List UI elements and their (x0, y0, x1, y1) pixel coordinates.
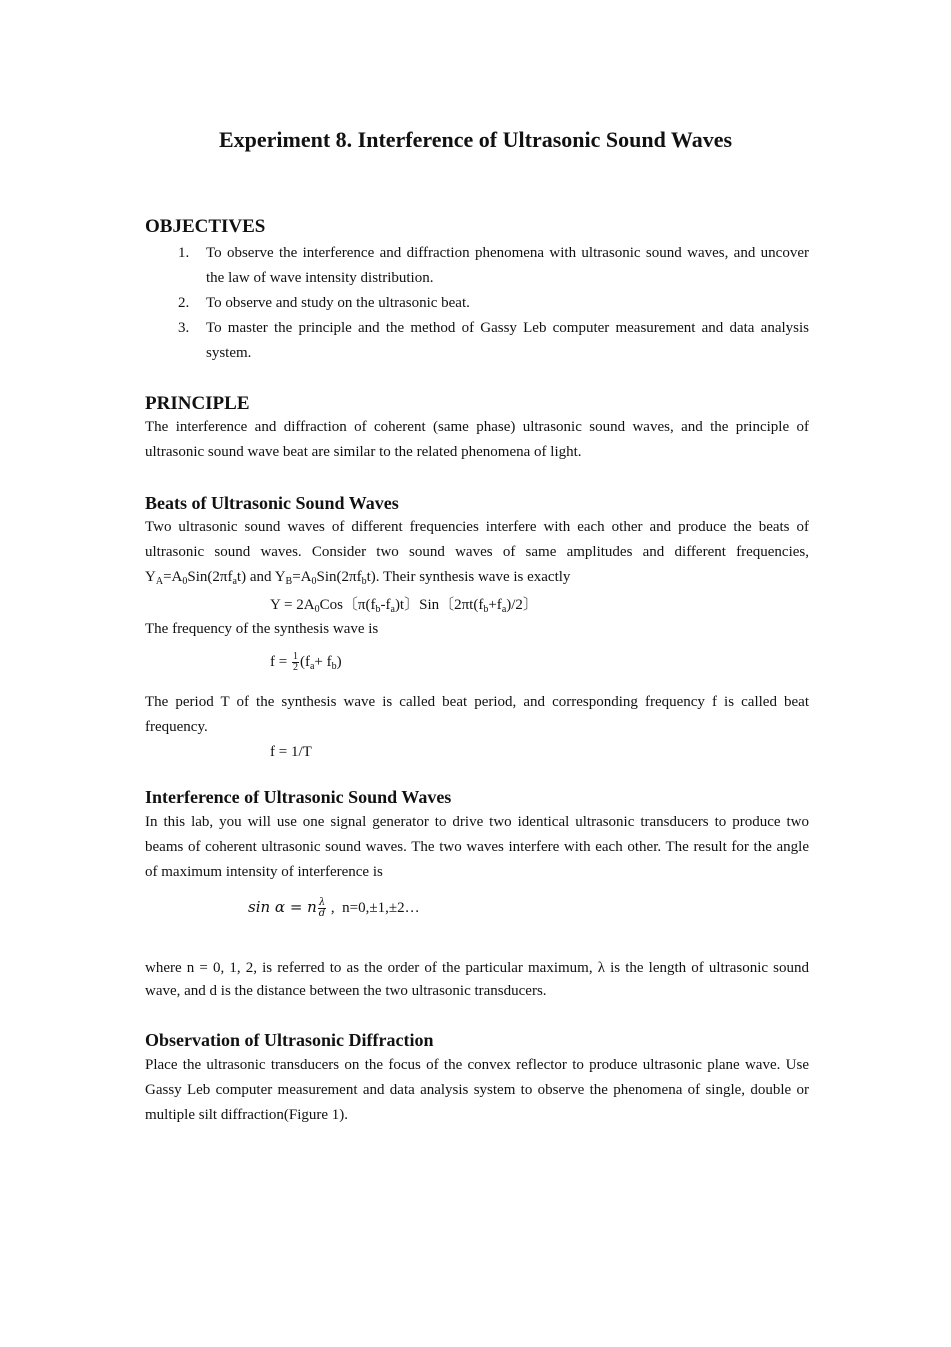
list-text: To observe the interference and diffraction phenomena with ultrasonic sound waves, and uncover the law of wave intensity distribution. (206, 245, 809, 286)
fraction: $\frac{\lambda}{d}$ (318, 897, 326, 920)
beats-intro: Two ultrasonic sound waves of different frequencies interfere with each other and produce the beats of ultrasonic sound waves. Consider two sound waves of same amplitudes and different frequencies, $Y_A=A_0Sin(2\pi f_at)$ and $Y_B=A_0Sin(2\pi f_bt)$. Their synthesis wave is exactly (145, 519, 809, 587)
list-item (145, 241, 809, 291)
objectives-heading: OBJECTIVES (145, 216, 266, 237)
synthesis-equation: $Y = 2A_0Cos$〔$\pi(f_b-f_a)t$〕Sin〔$2\pi t(f_b+f_a)/2$〕 (270, 597, 538, 615)
beat-frequency-equation: f = 1/T (270, 744, 312, 760)
synthesis-text: Their synthesis wave is exactly (379, 569, 571, 585)
list-number: 1. (178, 245, 190, 261)
frequency-text: The frequency of the synthesis wave is (145, 621, 379, 637)
list-number: 2. (178, 295, 190, 311)
diffraction-heading: Observation of Ultrasonic Diffraction (145, 1030, 434, 1050)
list-text: To master the principle and the method of Gassy Leb computer measurement and data analysis system. (206, 320, 809, 361)
interference-text: In this lab, you will use one signal generator to drive two identical ultrasonic transducers to produce two beams of coherent ultrasonic sound waves. The two waves interfere with each other. The result for the angle of maximum intensity of interference is (145, 814, 809, 880)
wave-b-formula: $Y_B=A_0Sin(2\pi f_bt)$. (274, 569, 380, 587)
beats-heading: Beats of Ultrasonic Sound Waves (145, 493, 399, 513)
page-title: Experiment 8. Interference of Ultrasonic Sound Waves (218, 127, 733, 152)
beats-intro-text: Two ultrasonic sound waves of different frequencies interfere with each other and produce the beats of ultrasonic sound waves. Consider two sound waves of same amplitudes and different frequencies, (145, 519, 809, 560)
period-text: The period T of the synthesis wave is called beat period, and corresponding frequency f is called beat frequency. (145, 694, 809, 735)
principle-heading: PRINCIPLE (145, 393, 250, 414)
wave-a-formula: $Y_A=A_0Sin(2\pi f_at)$ (145, 569, 247, 587)
list-item (145, 291, 809, 316)
frequency-equation: f = $\frac{1}{2}$ $(f_a+ f_b)$ (270, 651, 342, 673)
diffraction-text: Place the ultrasonic transducers on the focus of the convex reflector to produce ultrasonic plane wave. Use Gassy Leb computer measurement and data analysis system to observe the phenomena of single, double or multiple silt diffraction(Figure 1). (145, 1057, 809, 1123)
fraction: $\frac{1}{2}$ (292, 651, 298, 673)
principle-text: The interference and diffraction of coherent (same phase) ultrasonic sound waves, and the principle of ultrasonic sound wave beat are similar to the related phenomena of light. (145, 419, 809, 460)
interference-equation: sin α = n $\frac{\lambda}{d}$ , n=0,±1,±2… (248, 897, 420, 920)
objectives-list (145, 241, 809, 366)
interference-heading: Interference of Ultrasonic Sound Waves (145, 787, 452, 807)
list-item (145, 316, 809, 366)
list-number: 3. (178, 320, 190, 336)
list-text: To observe and study on the ultrasonic beat. (206, 295, 470, 311)
where-text: where n = 0, 1, 2, is referred to as the order of the particular maximum, λ is the length of ultrasonic sound wave, and d is the distance between the two ultrasonic transducers. (145, 960, 809, 999)
